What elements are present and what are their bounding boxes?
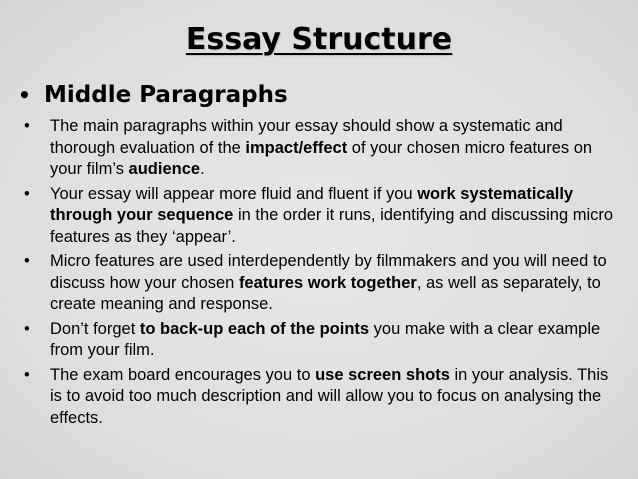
bullet-text: Your essay will appear more fluid and fluent if you: [50, 184, 418, 203]
bullet-text: The main paragraphs within your essay should show a systematic and thorough evaluation of the: [50, 117, 563, 157]
bullet-marker: •: [24, 184, 30, 203]
bullet-text: in the order it runs, identifying and discussing micro features as they ‘appear’.: [50, 206, 614, 246]
bullet-text: The exam board encourages you to: [50, 365, 316, 384]
bullet-emphasis: audience: [128, 160, 201, 178]
slide-title-text: Essay Structure: [185, 22, 453, 57]
bullet-marker: •: [24, 117, 30, 135]
bullet-emphasis: features work together: [238, 273, 417, 292]
bullet-marker: •: [24, 319, 30, 338]
bullet-text: Don’t forget: [50, 319, 140, 338]
bullet-text: , as well as separately, to create meaning and response.: [50, 273, 601, 313]
bullet-emphasis: impact/effect: [245, 138, 348, 157]
bullet-text: in your analysis. This is to avoid too much description and will allow you to focus on analysing the effects.: [50, 365, 609, 427]
bullet-emphasis: to back-up each of the points: [139, 319, 370, 338]
bullet-item: [22, 116, 622, 181]
bullet-text: you make with a clear example from your film.: [50, 319, 601, 359]
bullet-list: [22, 116, 622, 432]
bullet-text: Micro features are used interdependently by filmmakers and you will need to discuss how your chosen: [50, 252, 607, 292]
bullet-emphasis: work systematically through your sequence: [50, 184, 574, 224]
heading-bullet: •: [18, 83, 31, 107]
bullet-item: [22, 319, 622, 362]
bullet-text: .: [200, 160, 205, 178]
bullet-item: [22, 365, 622, 430]
bullet-item: [22, 251, 622, 316]
bullet-marker: •: [24, 252, 30, 270]
bullet-item: [22, 184, 622, 249]
bullet-marker: •: [24, 365, 30, 384]
bullet-text: of your chosen micro features on your film’s: [50, 138, 593, 178]
section-heading: [18, 82, 288, 108]
slide-title: [0, 22, 638, 57]
bullet-emphasis: use screen shots: [315, 365, 450, 384]
section-heading-text: Middle Paragraphs: [44, 82, 288, 108]
